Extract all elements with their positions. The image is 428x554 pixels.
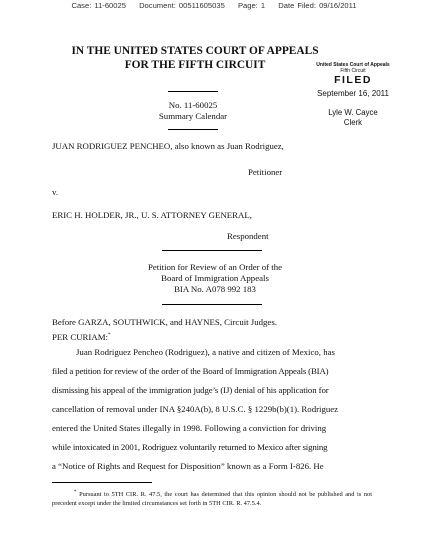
- stamp-circuit: Fifth Circuit: [340, 68, 366, 74]
- stamp-court: United States Court of Appeals: [316, 62, 390, 68]
- case-number-header: Case: 11-60025: [71, 1, 126, 10]
- panel-judges: Before GARZA, SOUTHWICK, and HAYNES, Circuit Judges.: [52, 317, 277, 327]
- calendar-type: Summary Calendar: [158, 111, 228, 121]
- footnote-divider: [52, 482, 152, 483]
- respondent-role: Respondent: [227, 231, 269, 241]
- case-info: [143, 100, 243, 122]
- versus: v.: [52, 187, 59, 197]
- petitioner-role: Petitioner: [248, 167, 283, 177]
- opinion-line: while intoxicated in 2001, Rodriguez voluntarily returned to Mexico after signing: [52, 442, 328, 452]
- petition-divider: [162, 304, 262, 305]
- document-number-header: Document: 00511605035: [139, 1, 225, 10]
- footnote-text: Pursuant to 5TH CIR. R. 47.5, the court has determined that this opinion should not be published and is not precedent except under the limited circumstances set forth in 5TH CIR. R. 47.5.4.: [52, 491, 372, 508]
- opinion-line: dismissing his appeal of the immigration judge’s (IJ) denial of his application for: [52, 385, 329, 395]
- footnote: [52, 488, 372, 508]
- opinion-line: entered the United States illegally in 1998. Following a conviction for driving: [52, 423, 327, 433]
- case-info-divider: [168, 129, 218, 130]
- docket-number: No. 11-60025: [168, 100, 218, 110]
- per-curiam-label: PER CURIAM:: [52, 331, 108, 342]
- court-title-line2: FOR THE FIFTH CIRCUIT: [124, 59, 266, 71]
- petition-line3: BIA No. A078 992 183: [174, 284, 256, 294]
- page-number-header: Page: 1: [237, 1, 266, 10]
- opinion-line: a “Notice of Rights and Request for Disposition” known as a Form I-826. He: [52, 461, 324, 471]
- opinion-paragraph: [52, 343, 372, 476]
- parties-divider: [162, 250, 262, 251]
- opinion-line: filed a petition for review of the order of the Board of Immigration Appeals (BIA): [52, 366, 329, 376]
- petition-line2: Board of Immigration Appeals: [161, 273, 269, 283]
- stamp-filed: FILED: [334, 74, 372, 86]
- filed-stamp: [298, 62, 408, 127]
- petition-block: [110, 262, 320, 295]
- respondent-name: ERIC H. HOLDER, JR., U. S. ATTORNEY GENERAL,: [52, 210, 252, 220]
- date-filed-header: Date Filed: 09/16/2011: [278, 1, 357, 10]
- per-curiam: [52, 330, 110, 343]
- opinion-line: Juan Rodriguez Pencheo (Rodriguez), a native and citizen of Mexico, has: [76, 347, 335, 357]
- footnote-marker: *: [74, 490, 77, 495]
- per-curiam-footnote-marker: *: [107, 333, 111, 338]
- stamp-date: September 16, 2011: [317, 89, 389, 98]
- stamp-clerk-name: Lyle W. Cayce: [328, 108, 378, 117]
- opinion-line: cancellation of removal under INA §240A(b), 8 U.S.C. § 1229b(b)(1). Rodriguez: [52, 404, 339, 414]
- title-divider: [168, 91, 218, 92]
- stamp-clerk-title: Clerk: [343, 117, 363, 127]
- petitioner-name: JUAN RODRIGUEZ PENCHEO, also known as Juan Rodriguez,: [52, 141, 284, 151]
- petition-line1: Petition for Review of an Order of the: [147, 262, 283, 272]
- court-title-line1: IN THE UNITED STATES COURT OF APPEALS: [71, 45, 319, 57]
- document-header: [0, 1, 428, 10]
